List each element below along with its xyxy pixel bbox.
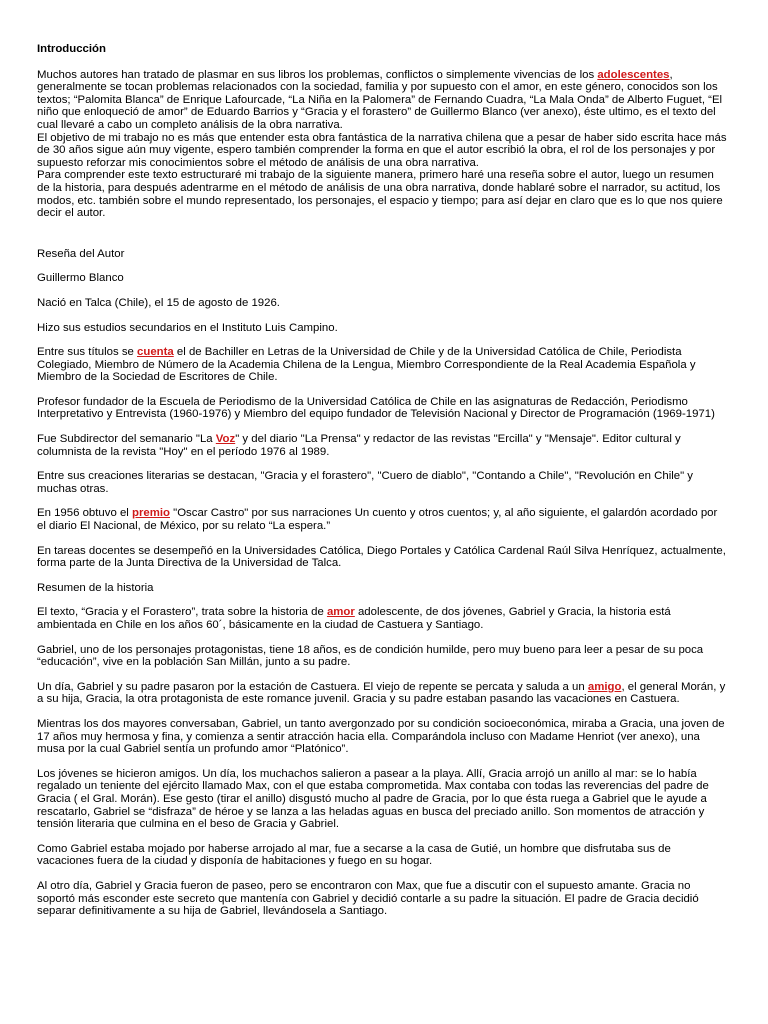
author-professor: Profesor fundador de la Escuela de Periodismo de la Universidad Católica de Chile en las asignaturas de Redacción, Periodismo Interpretativo y Entrevista (1960-1976) y Miembro del equipo fundador de Televisión Nacional y Director de Programación (1969-1971)	[37, 395, 715, 421]
link-premio[interactable]: premio	[132, 507, 170, 520]
author-works: Entre sus creaciones literarias se destacan, "Gracia y el forastero", "Cuero de diablo", "Contando a Chile", "Revolución en Chile" y muchas otras.	[37, 470, 693, 495]
summary-paragraph-4: Mientras los dos mayores conversaban, Gabriel, un tanto avergonzado por su condición socioeconómica, miraba a Gracia, una joven de 17 años muy hermosa y fina, y comienza a sentir atracción hacia ella. Comparándola incluso con Madame Henriot (ver anexo), una musa por la cual Gabriel sentía un profundo amor “Platónico”.	[37, 717, 725, 756]
link-cuenta[interactable]: cuenta	[137, 346, 174, 359]
summary-paragraph-5: Los jóvenes se hicieron amigos. Un día, los muchachos salieron a pasear a la playa. Allí, Gracia arrojó un anillo al mar: se lo había regalado un teniente del ejército llamado Max, con el que estaba comprometida. Max contaba con todas las reverencias del padre de Gracia ( el Gral. Morán). Ese gesto (tirar el anillo) disgustó mucho al padre de Gracia, por lo que ésta ruega a Gabriel que le ayude a rescatarlo, Gabriel se “disfraza” de héroe y se lanza a las heladas aguas en busca del preciado anillo. Son momentos de atracción y tensión literaria que culmina en el beso de Gracia y Gabriel.	[37, 767, 709, 831]
link-adolescentes[interactable]: adolescentes	[597, 68, 670, 81]
intro-paragraph-1: Muchos autores han tratado de plasmar en sus libros los problemas, conflictos o simplemente vivencias de los adolescentes, generalmente se tocan problemas relacionados con la sociedad, familia y por supuesto con el amor, en este género, conocidos son los textos; “Palomita Blanca” de Enrique Lafourcade, “La Niña en la Palomera” de Fernando Cuadra, “La Mala Onda” de Alberto Fuguet, “El niño que enloqueció de amor” de Eduardo Barrios y “Gracia y el forastero” de Guillermo Blanco (ver anexo), éste ultimo, es el texto del cual llevaré a cabo un completo análisis de la obra narrativa.	[37, 68, 723, 131]
intro-paragraph-3: Para comprender este texto estructuraré mi trabajo de la siguiente manera, primero haré una reseña sobre el autor, luego un resumen de la historia, para después adentrarme en el método de análisis de una obra narrativa, donde hablaré sobre el narrador, su actitud, los modos, etc. también sobre el mundo representado, los personajes, el espacio y tiempo; para así dejar en claro que es lo que nos quiere decir el autor.	[37, 169, 723, 220]
author-subdirector: Fue Subdirector del semanario "La Voz" y del diario "La Prensa" y redactor de las revistas "Ercilla" y "Mensaje". Editor cultural y columnista de la revista "Hoy" en el período 1976 al 1989.	[37, 433, 681, 458]
summary-paragraph-3: Un día, Gabriel y su padre pasaron por la estación de Castuera. El viejo de repente se percata y saluda a un amigo, el general Morán, y a su hija, Gracia, la otra protagonista de este romance juvenil. Gracia y su padre estaban pasando las vacaciones en Castuera.	[37, 680, 726, 706]
summary-paragraph-6: Como Gabriel estaba mojado por haberse arrojado al mar, fue a secarse a la casa de Gutié, un hombre que disfrutaba sus de vacaciones fuera de la ciudad y disponía de habitaciones y fuego en su hogar.	[37, 842, 671, 868]
summary-paragraph-7: Al otro día, Gabriel y Gracia fueron de paseo, pero se encontraron con Max, que fue a discutir con el supuesto amante. Gracia no soportó más esconder este secreto que mantenía con Gabriel y decidió contarle a su padre la situación. El padre de Gracia decidió separar definitivamente a su hija de Gabriel, llevándosela a Santiago.	[37, 879, 699, 918]
author-prize: En 1956 obtuvo el premio "Oscar Castro" por sus narraciones Un cuento y otros cuentos; y, al año siguiente, el galardón acordado por el diario El Nacional, de México, por su relato “La espera.”	[37, 507, 718, 533]
author-titles: Entre sus títulos se cuenta el de Bachiller en Letras de la Universidad de Chile y de la Universidad Católica de Chile, Periodista Colegiado, Miembro de Número de la Academia Chilena de la Lengua, Miembro Correspondiente de la Real Academia Española y Miembro de la Sociedad de Escritores de Chile.	[37, 346, 696, 384]
summary-paragraph-2: Gabriel, uno de los personajes protagonistas, tiene 18 años, es de condición humilde, pero muy bueno para leer a pesar de su poca “educación”, vive en la población San Millán, junto a su padre.	[37, 643, 704, 669]
link-amigo[interactable]: amigo	[587, 680, 622, 693]
author-born: Nació en Talca (Chile), el 15 de agosto de 1926.	[37, 296, 280, 309]
link-amor[interactable]: amor	[326, 606, 355, 619]
document-body	[37, 43, 727, 918]
link-voz[interactable]: Voz	[215, 433, 236, 446]
author-name: Guillermo Blanco	[37, 272, 124, 285]
author-studies: Hizo sus estudios secundarios en el Instituto Luis Campino.	[37, 321, 338, 334]
summary-heading: Resumen de la historia	[37, 581, 154, 594]
intro-paragraph-2: El objetivo de mi trabajo no es más que entender esta obra fantástica de la narrativa chilena que a pesar de haber sido escrita hace más de 30 años sigue aún muy vigente, espero también comprender la forma en que el autor escribió la obra, el rol de los personajes y por supuesto reforzar mis conocimientos sobre el método de análisis de una obra narrativa.	[37, 131, 727, 169]
author-teaching: En tareas docentes se desempeñó en la Universidades Católica, Diego Portales y Católica Cardenal Raúl Silva Henríquez, actualmente, forma parte de la Junta Directiva de la Universidad de Talca.	[37, 544, 726, 570]
summary-paragraph-1: El texto, “Gracia y el Forastero”, trata sobre la historia de amor adolescente, de dos jóvenes, Gabriel y Gracia, la historia está ambientada en Chile en los años 60´, básicamente en la ciudad de Castuera y Santiago.	[37, 606, 671, 631]
intro-heading: Introducción	[37, 43, 106, 55]
author-heading: Reseña del Autor	[37, 247, 125, 260]
